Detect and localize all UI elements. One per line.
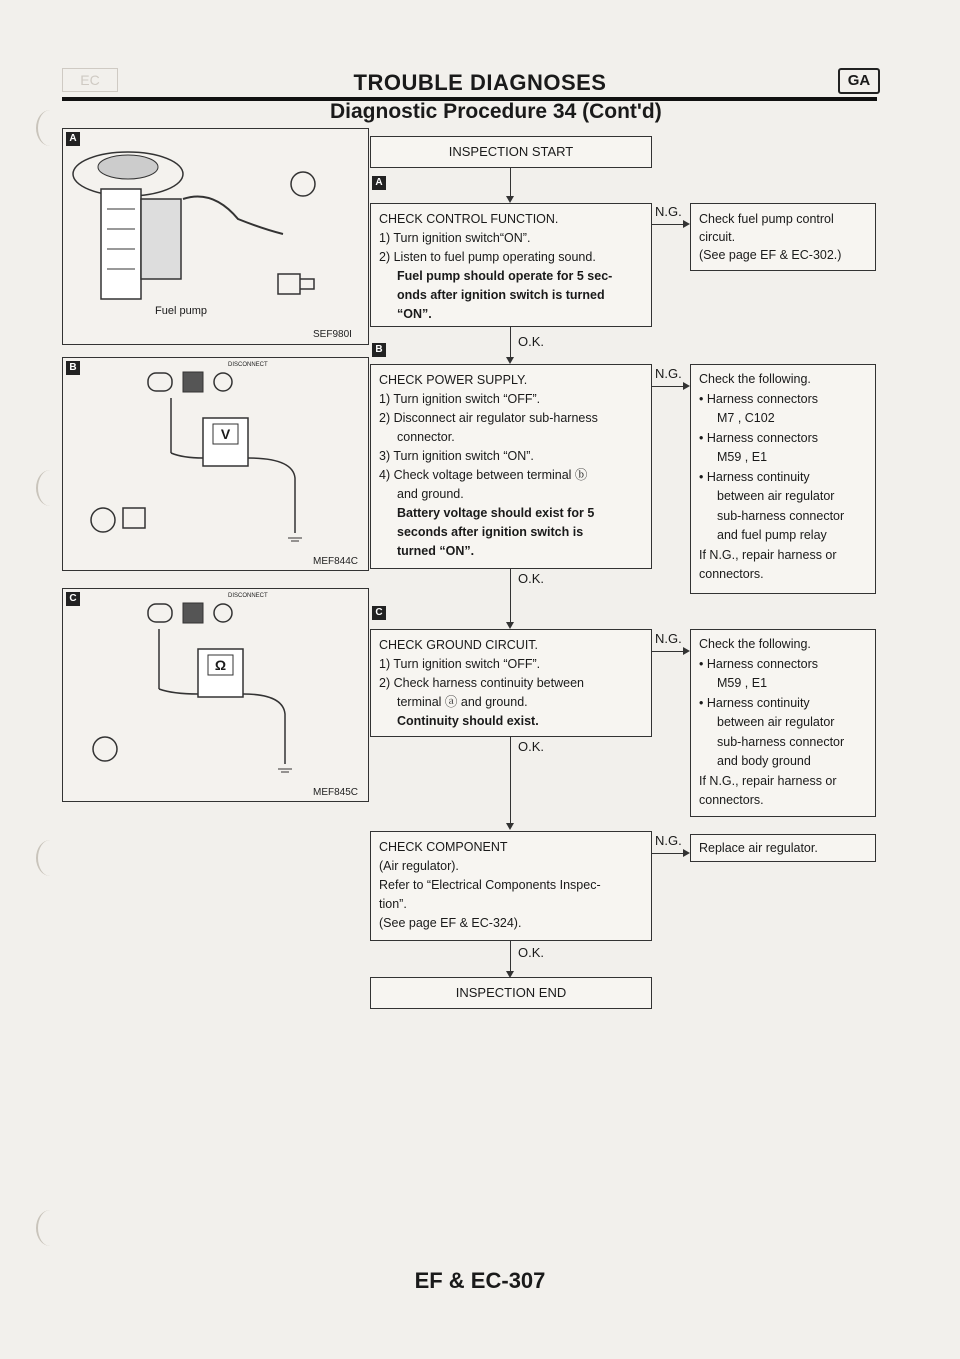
page-title: TROUBLE DIAGNOSES bbox=[353, 70, 607, 95]
ng-line: • Harness connectors bbox=[699, 391, 819, 406]
flow-arrow bbox=[683, 220, 690, 228]
step-line: and ground. bbox=[397, 487, 464, 501]
step-criteria: “ON”. bbox=[397, 307, 432, 321]
step-line: Refer to “Electrical Components Inspec- bbox=[379, 878, 601, 892]
step-line: tion”. bbox=[379, 897, 407, 911]
figure-panel-b bbox=[62, 357, 369, 571]
flow-arrow bbox=[683, 647, 690, 655]
ng-line: sub-harness connector bbox=[717, 508, 845, 523]
binder-hole bbox=[36, 470, 64, 506]
ng-line: • Harness connectors bbox=[699, 656, 819, 671]
ok-label: O.K. bbox=[518, 334, 545, 349]
ng-line: Check fuel pump control bbox=[699, 212, 834, 226]
step-line: 2) Disconnect air regulator sub-harness bbox=[379, 411, 598, 425]
step-tag: B bbox=[372, 343, 386, 357]
ng-line: Check the following. bbox=[699, 372, 811, 386]
ng-line: Replace air regulator. bbox=[699, 841, 818, 855]
binder-hole bbox=[36, 110, 64, 146]
step-criteria: Battery voltage should exist for 5 bbox=[397, 506, 595, 520]
ng-line: • Harness connectors bbox=[699, 430, 819, 445]
section-code-badge: GA bbox=[838, 68, 880, 94]
panel-tag: A bbox=[66, 132, 80, 146]
step-line: connector. bbox=[397, 430, 455, 444]
ok-label: O.K. bbox=[518, 945, 545, 960]
step-line: 1) Turn ignition switch “OFF”. bbox=[379, 392, 541, 406]
step-tag: A bbox=[372, 176, 386, 190]
ng-label: N.G. bbox=[655, 204, 682, 219]
step-title: CHECK CONTROL FUNCTION. bbox=[379, 212, 559, 226]
meter-display: Ω bbox=[214, 657, 227, 673]
disconnect-label: DISCONNECT bbox=[228, 593, 268, 599]
ok-label: O.K. bbox=[518, 739, 545, 754]
page-subtitle: Diagnostic Procedure 34 (Cont'd) bbox=[330, 100, 662, 123]
voltmeter-illustration bbox=[63, 358, 368, 570]
binder-hole bbox=[36, 840, 64, 876]
panel-tag: C bbox=[66, 592, 80, 606]
ng-line: and body ground bbox=[717, 754, 811, 768]
ng-line: connectors. bbox=[699, 567, 764, 581]
ng-line: If N.G., repair harness or bbox=[699, 547, 837, 562]
figure-code: MEF845C bbox=[313, 787, 359, 798]
flow-arrow bbox=[683, 849, 690, 857]
figure-panel-a bbox=[62, 128, 369, 345]
page-number: EF & EC-307 bbox=[414, 1268, 546, 1293]
ng-line: connectors. bbox=[699, 793, 764, 807]
step-check-component bbox=[370, 831, 652, 941]
ohmmeter-illustration bbox=[63, 589, 368, 801]
ng-label: N.G. bbox=[655, 631, 682, 646]
panel-tag: B bbox=[66, 361, 80, 375]
flow-arrow bbox=[506, 622, 514, 629]
inspection-end-box: INSPECTION END bbox=[370, 977, 652, 1009]
ng-action-fuel-pump-control bbox=[690, 203, 876, 271]
ok-label: O.K. bbox=[518, 571, 545, 586]
flow-connector bbox=[510, 737, 511, 825]
step-criteria: seconds after ignition switch is bbox=[397, 525, 584, 539]
flow-arrow bbox=[683, 382, 690, 390]
step-line: 2) Listen to fuel pump operating sound. bbox=[379, 250, 596, 264]
flow-connector bbox=[652, 853, 684, 854]
connector-codes: M7 , C102 bbox=[717, 411, 775, 425]
flow-connector bbox=[652, 224, 684, 225]
ng-line: Check the following. bbox=[699, 637, 811, 651]
step-line: terminal ⓐ and ground. bbox=[397, 695, 528, 709]
step-criteria: onds after ignition switch is turned bbox=[397, 288, 605, 302]
figure-panel-c bbox=[62, 588, 369, 802]
step-criteria: Continuity should exist. bbox=[397, 714, 539, 728]
step-tag: C bbox=[372, 606, 386, 620]
ng-line: If N.G., repair harness or bbox=[699, 773, 837, 788]
step-criteria: turned “ON”. bbox=[397, 544, 475, 558]
ng-line: circuit. bbox=[699, 230, 736, 244]
step-line: 1) Turn ignition switch “OFF”. bbox=[379, 657, 541, 671]
step-line: 4) Check voltage between terminal ⓑ bbox=[379, 468, 588, 482]
inspection-start-box: INSPECTION START bbox=[370, 136, 652, 168]
ghost-section-code: EC bbox=[62, 68, 118, 92]
flow-connector bbox=[652, 651, 684, 652]
ng-line: (See page EF & EC-302.) bbox=[699, 248, 842, 262]
figure-code: MEF844C bbox=[313, 556, 359, 567]
flow-connector bbox=[510, 569, 511, 624]
step-criteria: Fuel pump should operate for 5 sec- bbox=[397, 269, 613, 283]
flow-arrow bbox=[506, 357, 514, 364]
flow-connector bbox=[510, 168, 511, 198]
step-check-control-function bbox=[370, 203, 652, 327]
step-title: CHECK POWER SUPPLY. bbox=[379, 373, 528, 387]
flow-connector bbox=[652, 386, 684, 387]
meter-display: V bbox=[220, 426, 231, 442]
ng-line: between air regulator bbox=[717, 489, 835, 503]
step-check-power-supply bbox=[370, 364, 652, 569]
ng-line: • Harness continuity bbox=[699, 469, 810, 484]
ng-line: and fuel pump relay bbox=[717, 528, 827, 542]
flow-connector bbox=[510, 941, 511, 973]
ng-label: N.G. bbox=[655, 833, 682, 848]
step-line: 3) Turn ignition switch “ON”. bbox=[379, 449, 534, 463]
flow-arrow bbox=[506, 823, 514, 830]
step-line: 1) Turn ignition switch“ON”. bbox=[379, 231, 531, 245]
ng-action-power-supply bbox=[690, 364, 876, 594]
ng-line: • Harness continuity bbox=[699, 695, 810, 710]
step-title: CHECK COMPONENT bbox=[379, 840, 508, 854]
disconnect-label: DISCONNECT bbox=[228, 362, 268, 368]
step-line: 2) Check harness continuity between bbox=[379, 676, 584, 690]
fuel-pump-illustration bbox=[63, 129, 368, 344]
ng-action-ground-circuit bbox=[690, 629, 876, 817]
flow-connector bbox=[510, 327, 511, 359]
ng-line: between air regulator bbox=[717, 715, 835, 729]
flow-arrow bbox=[506, 196, 514, 203]
ng-line: sub-harness connector bbox=[717, 734, 845, 749]
fuel-pump-caption: Fuel pump bbox=[155, 305, 207, 317]
connector-codes: M59 , E1 bbox=[717, 450, 768, 464]
step-line: (See page EF & EC-324). bbox=[379, 916, 522, 930]
step-line: (Air regulator). bbox=[379, 859, 459, 873]
connector-codes: M59 , E1 bbox=[717, 676, 768, 690]
ng-label: N.G. bbox=[655, 366, 682, 381]
step-check-ground-circuit bbox=[370, 629, 652, 737]
step-title: CHECK GROUND CIRCUIT. bbox=[379, 638, 539, 652]
ng-action-replace-air-regulator bbox=[690, 834, 876, 862]
binder-hole bbox=[36, 1210, 64, 1246]
figure-code: SEF980I bbox=[313, 329, 352, 340]
